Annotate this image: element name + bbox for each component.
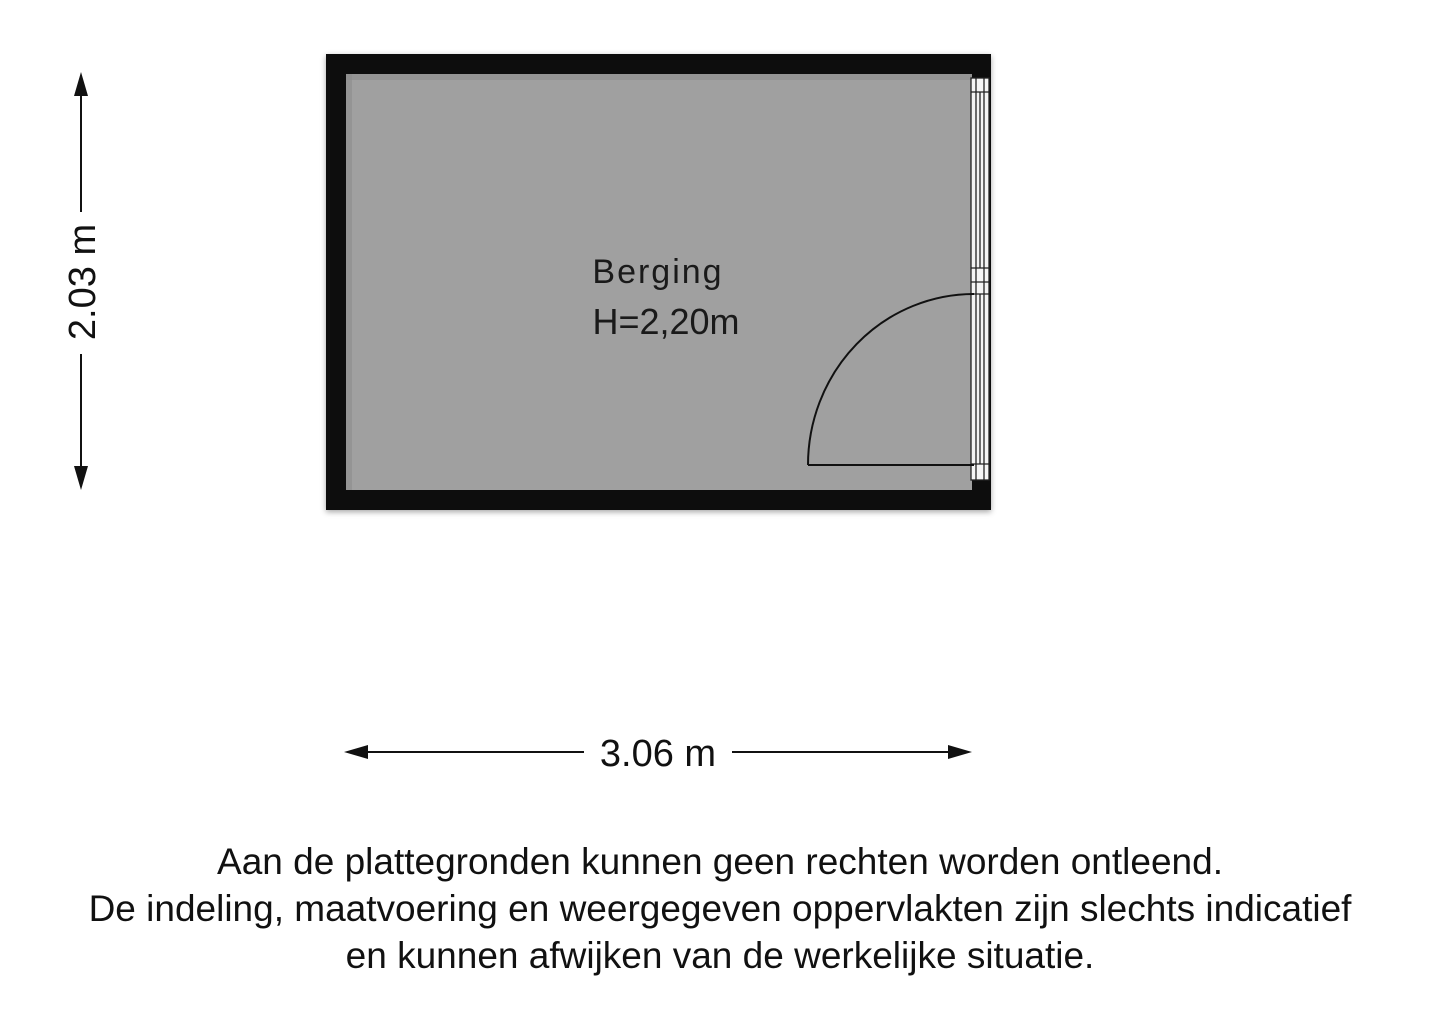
height-dimension-label: 2.03 m — [62, 223, 104, 341]
room-name-label: Berging — [592, 253, 724, 291]
disclaimer — [0, 838, 1440, 979]
arrow-up-icon — [74, 72, 88, 96]
height-dimension — [62, 72, 104, 490]
width-dimension — [344, 733, 972, 775]
arrow-right-icon — [948, 745, 972, 759]
width-dimension-label: 3.06 m — [599, 733, 717, 775]
disclaimer-line-2: De indeling, maatvoering en weergegeven oppervlakten zijn slechts indicatief — [88, 888, 1352, 929]
disclaimer-line-3: en kunnen afwijken van de werkelijke situatie. — [345, 935, 1095, 976]
arrow-down-icon — [74, 466, 88, 490]
floor-edge-shade — [346, 74, 972, 80]
disclaimer-line-1: Aan de plattegronden kunnen geen rechten worden ontleend. — [217, 841, 1223, 882]
room-height-label: H=2,20m — [592, 301, 740, 342]
room-berging — [326, 54, 991, 510]
arrow-left-icon — [344, 745, 368, 759]
floor-edge-shade-left — [346, 74, 352, 490]
